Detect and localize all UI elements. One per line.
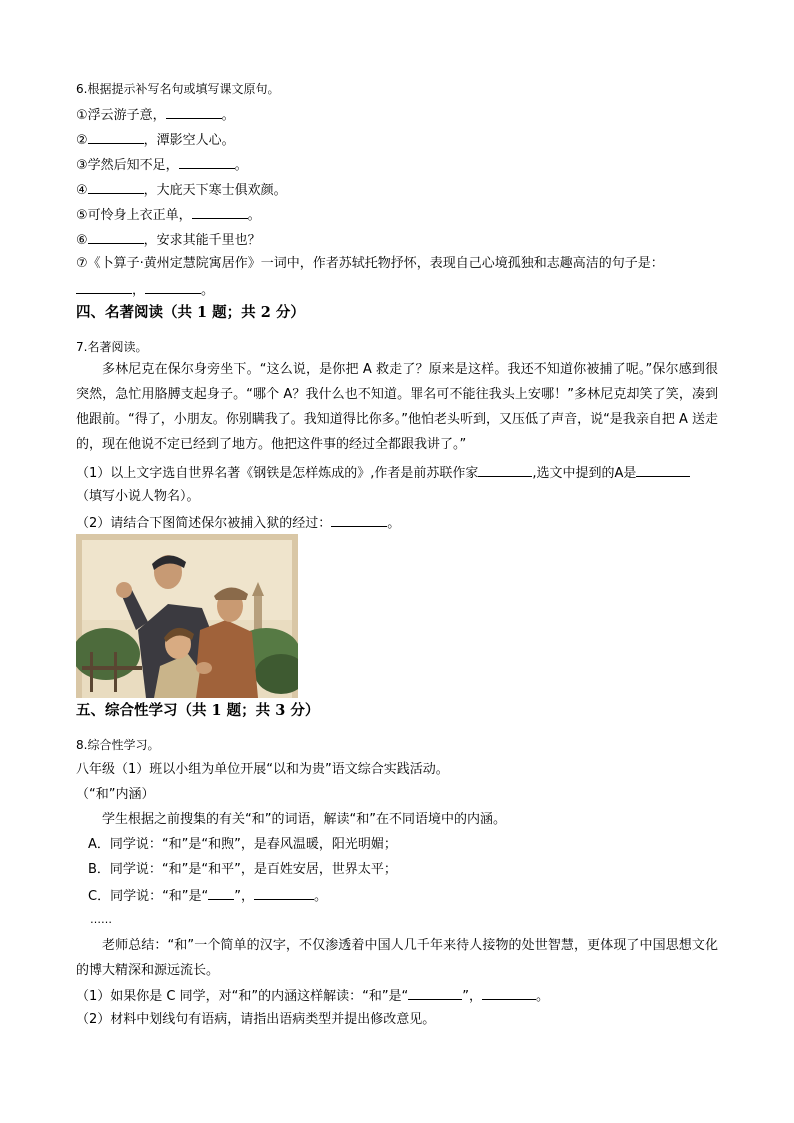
q6-item-2: ② ，潭影空人心。 bbox=[76, 130, 718, 150]
q8-question-2: （2）材料中划线句有语病，请指出语病类型并提出修改意见。 bbox=[76, 1012, 436, 1027]
answer-blank[interactable] bbox=[254, 886, 314, 900]
q8-question-1: （1）如果你是 C 同学，对“和”的内涵这样解读：“和”是“ ”， 。 bbox=[76, 986, 718, 1006]
q8-title: 8.综合性学习。 bbox=[76, 738, 160, 752]
answer-blank[interactable] bbox=[88, 180, 144, 194]
q6-item-5: ⑤可怜身上衣正单， 。 bbox=[76, 205, 718, 225]
q8-option-c: C．同学说：“和”是“ ”， 。 bbox=[88, 886, 718, 906]
q7-title: 7.名著阅读。 bbox=[76, 340, 148, 354]
answer-blank[interactable] bbox=[145, 280, 201, 294]
answer-blank[interactable] bbox=[331, 513, 387, 527]
q7-sub2: （2）请结合下图简述保尔被捕入狱的经过： 。 bbox=[76, 513, 718, 533]
q6-item-1: ①浮云游子意， 。 bbox=[76, 105, 718, 125]
answer-blank[interactable] bbox=[88, 230, 144, 244]
answer-blank-character[interactable] bbox=[636, 463, 690, 477]
book-illustration bbox=[76, 534, 298, 698]
answer-blank[interactable] bbox=[88, 130, 144, 144]
answer-blank[interactable] bbox=[166, 105, 222, 119]
q6-title: 6.根据提示补写名句或填写课文原句。 bbox=[76, 82, 280, 96]
answer-blank[interactable] bbox=[179, 155, 235, 169]
q6-item-3: ③学然后知不足， 。 bbox=[76, 155, 718, 175]
q6-item-7: ⑦《卜算子·黄州定慧院寓居作》一词中，作者苏轼托物抒怀，表现自己心境孤独和志趣高洁的句子是： bbox=[76, 256, 664, 271]
section-5-heading: 五、综合性学习（共 1 题；共 3 分） bbox=[76, 702, 320, 719]
answer-blank[interactable] bbox=[76, 280, 132, 294]
q8-intro: 八年级（1）班以小组为单位开展“以和为贵”语文综合实践活动。 bbox=[76, 762, 449, 777]
q7-sub1-tail: （填写小说人物名）。 bbox=[76, 489, 200, 504]
q8-option-a: A．同学说：“和”是“和煦”，是春风温暖，阳光明媚； bbox=[88, 837, 397, 852]
q7-passage: 多林尼克在保尔身旁坐下。“这么说，是你把 A 救走了？原来是这样。我还不知道你被捕了呢。”保尔感到很突然，急忙用胳膊支起身子。“哪个 A？我什么也不知道。罪名可不能往我头上安哪！”多林尼克却笑了笑，凑到他跟前。“得了，小朋友。你别瞒我了。我知道得比你多。”他怕老头听到，又压低了声音，说“是我亲自把 A 送走的，现在他说不定已经到了地方。他把这件事的经过全都跟我讲了。” bbox=[76, 362, 718, 452]
q8-summary: 老师总结：“和”一个简单的汉字，不仅渗透着中国人几千年来待人接物的处世智慧，更体现了中国思想文化的博大精深和源远流长。 bbox=[76, 938, 718, 978]
answer-blank[interactable] bbox=[208, 886, 234, 900]
section-4-heading: 四、名著阅读（共 1 题；共 2 分） bbox=[76, 304, 305, 321]
q6-item-4: ④ ，大庇天下寒士俱欢颜。 bbox=[76, 180, 718, 200]
q8-option-b: B．同学说：“和”是“和平”，是百姓安居，世界太平； bbox=[88, 862, 397, 877]
q8-subtitle: （“和”内涵） bbox=[76, 787, 155, 802]
answer-blank[interactable] bbox=[482, 986, 536, 1000]
answer-blank[interactable] bbox=[408, 986, 462, 1000]
q8-para1: 学生根据之前搜集的有关“和”的词语，解读“和”在不同语境中的内涵。 bbox=[102, 812, 506, 827]
answer-blank[interactable] bbox=[192, 205, 248, 219]
q8-ellipsis: …… bbox=[90, 913, 112, 926]
q7-sub1: （1）以上文字选自世界名著《钢铁是怎样炼成的》,作者是前苏联作家 ,选文中提到的A是 bbox=[76, 463, 718, 483]
q6-item-6: ⑥ ，安求其能千里也？ bbox=[76, 230, 718, 250]
answer-blank-author[interactable] bbox=[478, 463, 532, 477]
q6-item-7-answers: ， 。 bbox=[76, 280, 718, 300]
illustration-image bbox=[76, 534, 298, 698]
